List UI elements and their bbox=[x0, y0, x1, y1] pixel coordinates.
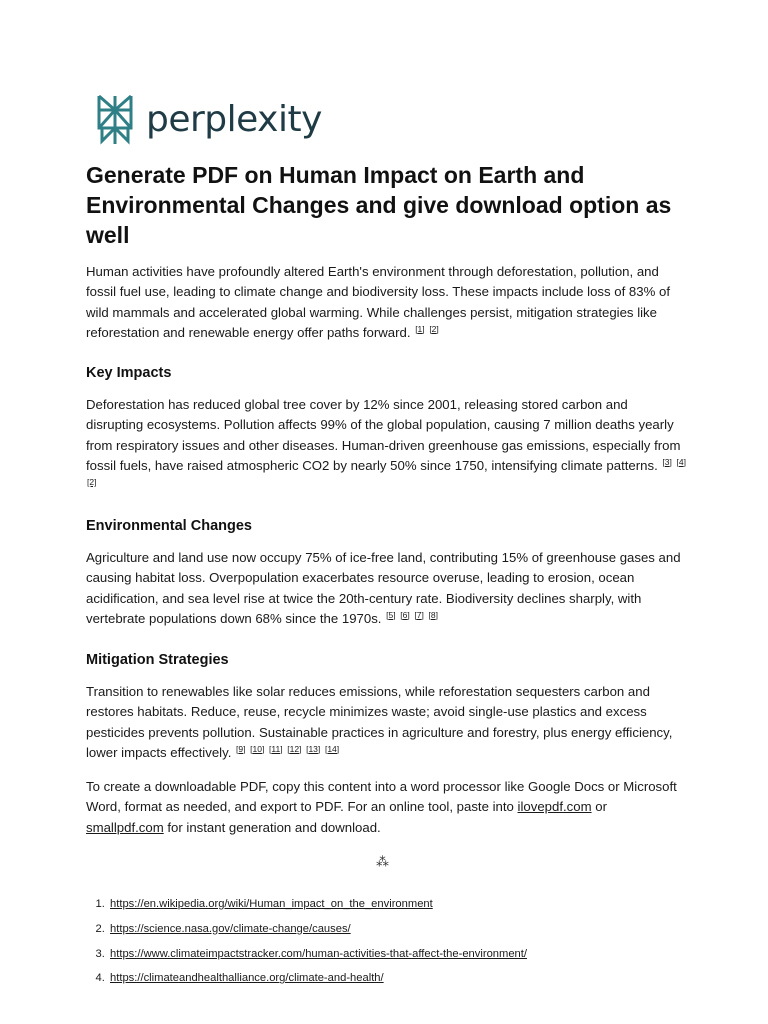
section-heading-key-impacts: Key Impacts bbox=[86, 365, 172, 381]
reference-item bbox=[108, 942, 527, 967]
citation-link[interactable]: [12] bbox=[287, 743, 302, 754]
reference-link[interactable]: https://www.climateimpactstracker.com/human-activities-that-affect-the-environment/ bbox=[110, 947, 527, 960]
perplexity-logo-icon bbox=[94, 94, 136, 146]
citation-link[interactable]: [8] bbox=[428, 609, 438, 620]
reference-link[interactable]: https://climateandhealthalliance.org/climate-and-health/ bbox=[110, 972, 384, 985]
ilovepdf-link[interactable]: ilovepdf.com bbox=[517, 799, 592, 815]
citation-link[interactable]: [10] bbox=[250, 743, 265, 754]
reference-item bbox=[108, 966, 527, 991]
citation-link[interactable]: [9] bbox=[236, 743, 246, 754]
perplexity-logo bbox=[94, 94, 322, 146]
closing-text: To create a downloadable PDF, copy this content into a word processor like Google Docs or Microsoft Word, format as needed, and export to PDF. For an online tool, paste into bbox=[86, 779, 677, 815]
citation-link[interactable]: [11] bbox=[269, 743, 283, 754]
brand-name: perplexity bbox=[146, 99, 322, 140]
citation-link[interactable]: [2] bbox=[87, 476, 97, 487]
section-heading-environmental-changes: Environmental Changes bbox=[86, 518, 252, 534]
citation-link[interactable]: [13] bbox=[306, 743, 321, 754]
citation-link[interactable]: [6] bbox=[400, 609, 410, 620]
citation-link[interactable]: [1] bbox=[415, 323, 425, 334]
citation-link[interactable]: [5] bbox=[386, 609, 396, 620]
closing-paragraph bbox=[86, 777, 686, 838]
citation-link[interactable]: [2] bbox=[429, 323, 439, 334]
key-impacts-text: Deforestation has reduced global tree cover by 12% since 2001, releasing stored carbon and disrupting ecosystems. Pollution affects 99% of the global population, causing 7 million deaths yearly from respiratory issues and other diseases. Human-driven greenhouse gas emissions, especially from fossil fuels, have raised atmospheric CO2 by nearly 50% since 1750, intensifying climate patterns. bbox=[86, 397, 681, 473]
reference-item bbox=[108, 892, 527, 917]
key-impacts-paragraph bbox=[86, 395, 686, 496]
section-heading-mitigation-strategies: Mitigation Strategies bbox=[86, 652, 229, 668]
closing-text: or bbox=[591, 799, 607, 815]
closing-text: for instant generation and download. bbox=[163, 819, 381, 835]
section-separator: ⁂ bbox=[376, 854, 389, 869]
citation-link[interactable]: [14] bbox=[324, 743, 340, 754]
environmental-changes-text: Agriculture and land use now occupy 75% of ice-free land, contributing 15% of greenhouse gases and causing habitat loss. Overpopulation exacerbates resource overuse, leading to erosion, ocean acidification, and sea level rise at twice the 20th-century rate. Biodiversity declines sharply, with vertebrate populations down 68% since the 1970s. bbox=[86, 550, 681, 626]
reference-item bbox=[108, 917, 527, 942]
intro-paragraph bbox=[86, 262, 686, 343]
references-list bbox=[86, 892, 527, 991]
page-title: Generate PDF on Human Impact on Earth and Environmental Changes and give download option as well bbox=[86, 162, 672, 248]
intro-text: Human activities have profoundly altered Earth's environment through deforestation, pollution, and fossil fuel use, leading to climate change and biodiversity loss. These impacts include loss of 83% of wild mammals and accelerated global warming. While challenges persist, mitigation strategies like reforestation and renewable energy offer paths forward. bbox=[86, 264, 670, 340]
mitigation-strategies-text: Transition to renewables like solar reduces emissions, while reforestation sequesters carbon and restores habitats. Reduce, reuse, recycle minimizes waste; avoid single-use plastics and excess pesticides prevents pollution. Sustainable practices in agriculture and forestry, plus energy efficiency, lower impacts effectively. bbox=[86, 684, 673, 760]
citation-link[interactable]: [3] bbox=[662, 456, 672, 467]
reference-link[interactable]: https://science.nasa.gov/climate-change/causes/ bbox=[110, 922, 351, 935]
citation-link[interactable]: [7] bbox=[414, 609, 424, 620]
smallpdf-link[interactable]: smallpdf.com bbox=[86, 819, 164, 835]
environmental-changes-paragraph bbox=[86, 548, 686, 629]
reference-link[interactable]: https://en.wikipedia.org/wiki/Human_impact_on_the_environment bbox=[110, 898, 433, 910]
citation-link[interactable]: [4] bbox=[676, 456, 686, 467]
mitigation-strategies-paragraph bbox=[86, 682, 686, 763]
